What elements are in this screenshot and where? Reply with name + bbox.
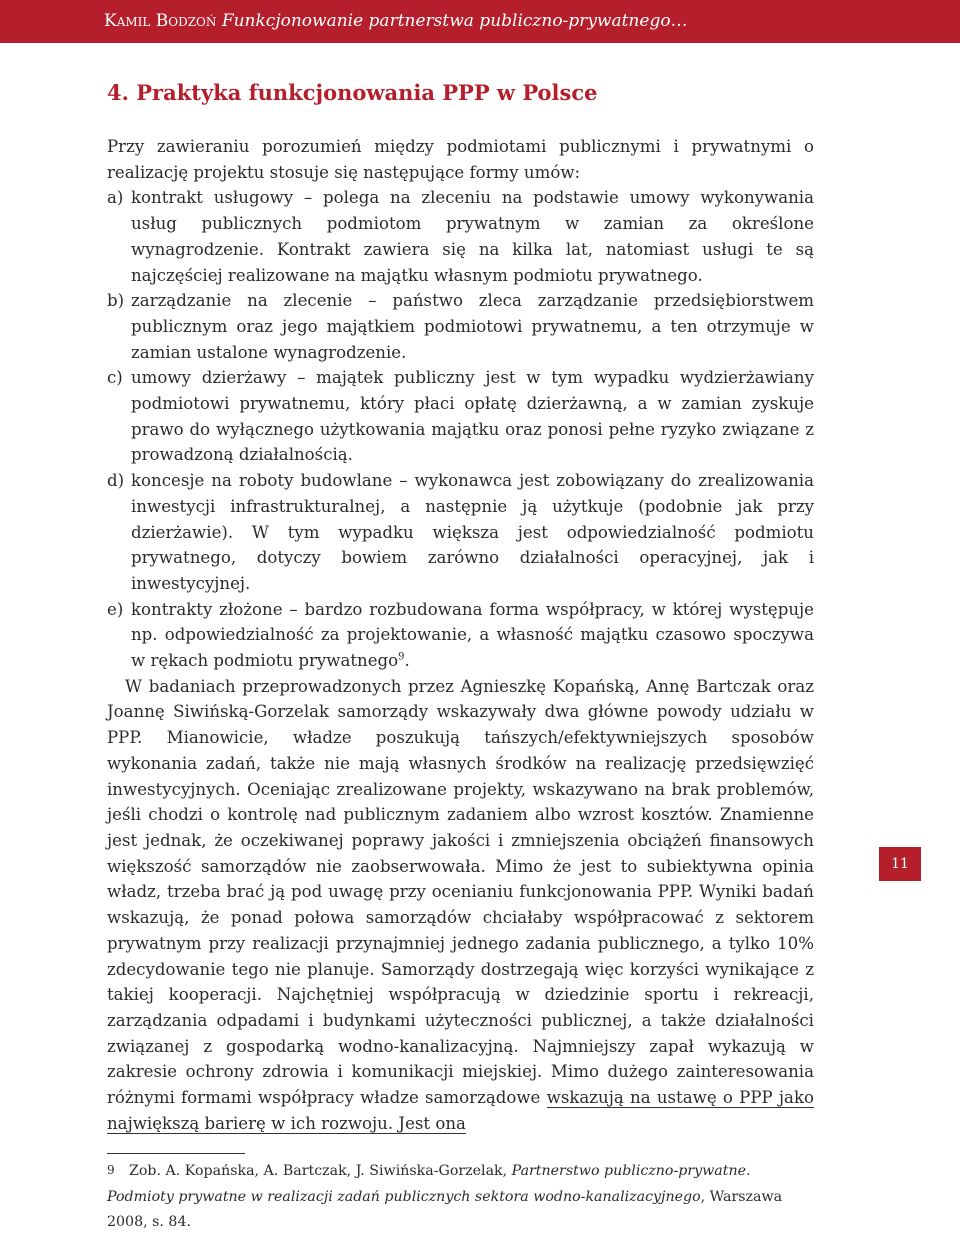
list-marker: b) — [107, 291, 125, 311]
footnote-title: Partnerstwo publiczno-prywatne. Podmioty prywatne w realizacji zadań publicznych sektora wodno-kanalizacyjnego — [107, 1163, 751, 1205]
footnote-tail: , Warszawa 2008, s. 84. — [107, 1188, 783, 1230]
header-title: Funkcjonowanie partnerstwa publiczno-prywatnego… — [221, 11, 688, 31]
running-header — [0, 0, 960, 43]
body-paragraph — [107, 674, 814, 1137]
list-item-text-tail: . — [404, 651, 410, 671]
list-item-text-body: kontrakty złożone – bardzo rozbudowana forma współpracy, w której występuje np. odpowiedzialność za projektowanie, a własność majątku czasowo spoczywa w rękach podmiotu prywatnego — [131, 599, 814, 671]
list-item — [107, 468, 814, 597]
list-marker: d) — [107, 471, 125, 491]
list-item — [107, 365, 814, 468]
section-title: 4. Praktyka funkcjonowania PPP w Polsce — [107, 80, 598, 105]
body-paragraph-last-line: wskazują na ustawę o PPP jako największą barierę w ich rozwoju. Jest ona — [107, 1088, 814, 1133]
list-item-text — [131, 597, 814, 674]
footnote-lead: Zob. A. Kopańska, A. Bartczak, J. Siwińska-Gorzelak, — [129, 1163, 508, 1179]
list-marker: e) — [107, 599, 124, 619]
body-paragraph-text: W badaniach przeprowadzonych przez Agnieszkę Kopańską, Annę Bartczak oraz Joannę Siwińską-Gorzelak samorządy wskazywały dwa główne powody udziału w PPP. Mianowicie, władze poszukują tańszych/efektywniejszych sposobów wykonania zadań, także nie mają własnych środków na realizację przedsięwzięć inwestycyjnych. Oceniając zrealizowane projekty, wskazywano na brak problemów, jeśli chodzi o kontrolę nad publicznym zadaniem albo wzrost kosztów. Znamienne jest jednak, że oczekiwanej poprawy jakości i zmniejszenia obciążeń finansowych większość samorządów nie zaobserwowała. Mimo że jest to subiektywna opinia władz, trzeba brać ją pod uwagę przy ocenianiu funkcjonowania PPP. Wyniki badań wskazują, że ponad połowa samorządów chciałaby współpracować z sektorem prywatnym przy realizacji przynajmniej jednego zadania publicznego, a tylko 10% zdecydowanie tego nie planuje. Samorządy dostrzegają więc korzyści wynikające z takiej kooperacji. Najchętniej współpracują w dziedzinie sportu i rekreacji, zarządzania odpadami i budynkami użyteczności publicznej, a także działalności związanej z gospodarką wodno-kanalizacyjną. Najmniejszy zapał wykazują w zakresie ochrony zdrowia i komunikacji miejskiej. Mimo dużego zainteresowania różnymi formami współpracy władze samorządowe — [107, 676, 814, 1108]
list-item — [107, 288, 814, 365]
header-author: Kamil Bodzoń — [104, 11, 217, 31]
list-marker: c) — [107, 368, 123, 388]
footnote — [107, 1158, 814, 1236]
footnote-divider — [107, 1153, 245, 1154]
list-item-text: zarządzanie na zlecenie – państwo zleca zarządzanie przedsiębiorstwem publicznym oraz jego majątkiem podmiotowi prywatnemu, a ten otrzymuje w zamian ustalone wynagrodzenie. — [131, 291, 814, 362]
footnote-reference[interactable]: 9 — [398, 651, 405, 663]
list-item-text: umowy dzierżawy – majątek publiczny jest w tym wypadku wydzierżawiany podmiotowi prywatnemu, który płaci opłatę dzierżawną, a w zamian zyskuje prawo do wyłącznego użytkowania majątku oraz ponosi pełne ryzyko związane z prowadzoną działalnością. — [131, 368, 814, 465]
list-item-text: kontrakt usługowy – polega na zleceniu na podstawie umowy wykonywania usług publicznych podmiotom prywatnym w zamian za określone wynagrodzenie. Kontrakt zawiera się na kilka lat, natomiast usługi te są najczęściej realizowane na majątku własnym podmiotu prywatnego. — [131, 188, 814, 285]
list-marker: a) — [107, 188, 124, 208]
list-item-text: koncesje na roboty budowlane – wykonawca jest zobowiązany do zrealizowania inwestycji infrastrukturalnej, a następnie ją użytkuje (podobnie jak przy dzierżawie). W tym wypadku większa jest odpowiedzialność podmiotu prywatnego, dotyczy bowiem zarówno działalności operacyjnej, jak i inwestycyjnej. — [131, 471, 814, 593]
page-number: 11 — [879, 847, 921, 881]
footnote-number: 9 — [107, 1163, 115, 1177]
intro-paragraph: Przy zawieraniu porozumień między podmiotami publicznymi i prywatnymi o realizację projektu stosuje się następujące formy umów: — [107, 137, 814, 182]
list-item — [107, 597, 814, 674]
list-item — [107, 185, 814, 288]
main-text — [107, 134, 814, 1136]
